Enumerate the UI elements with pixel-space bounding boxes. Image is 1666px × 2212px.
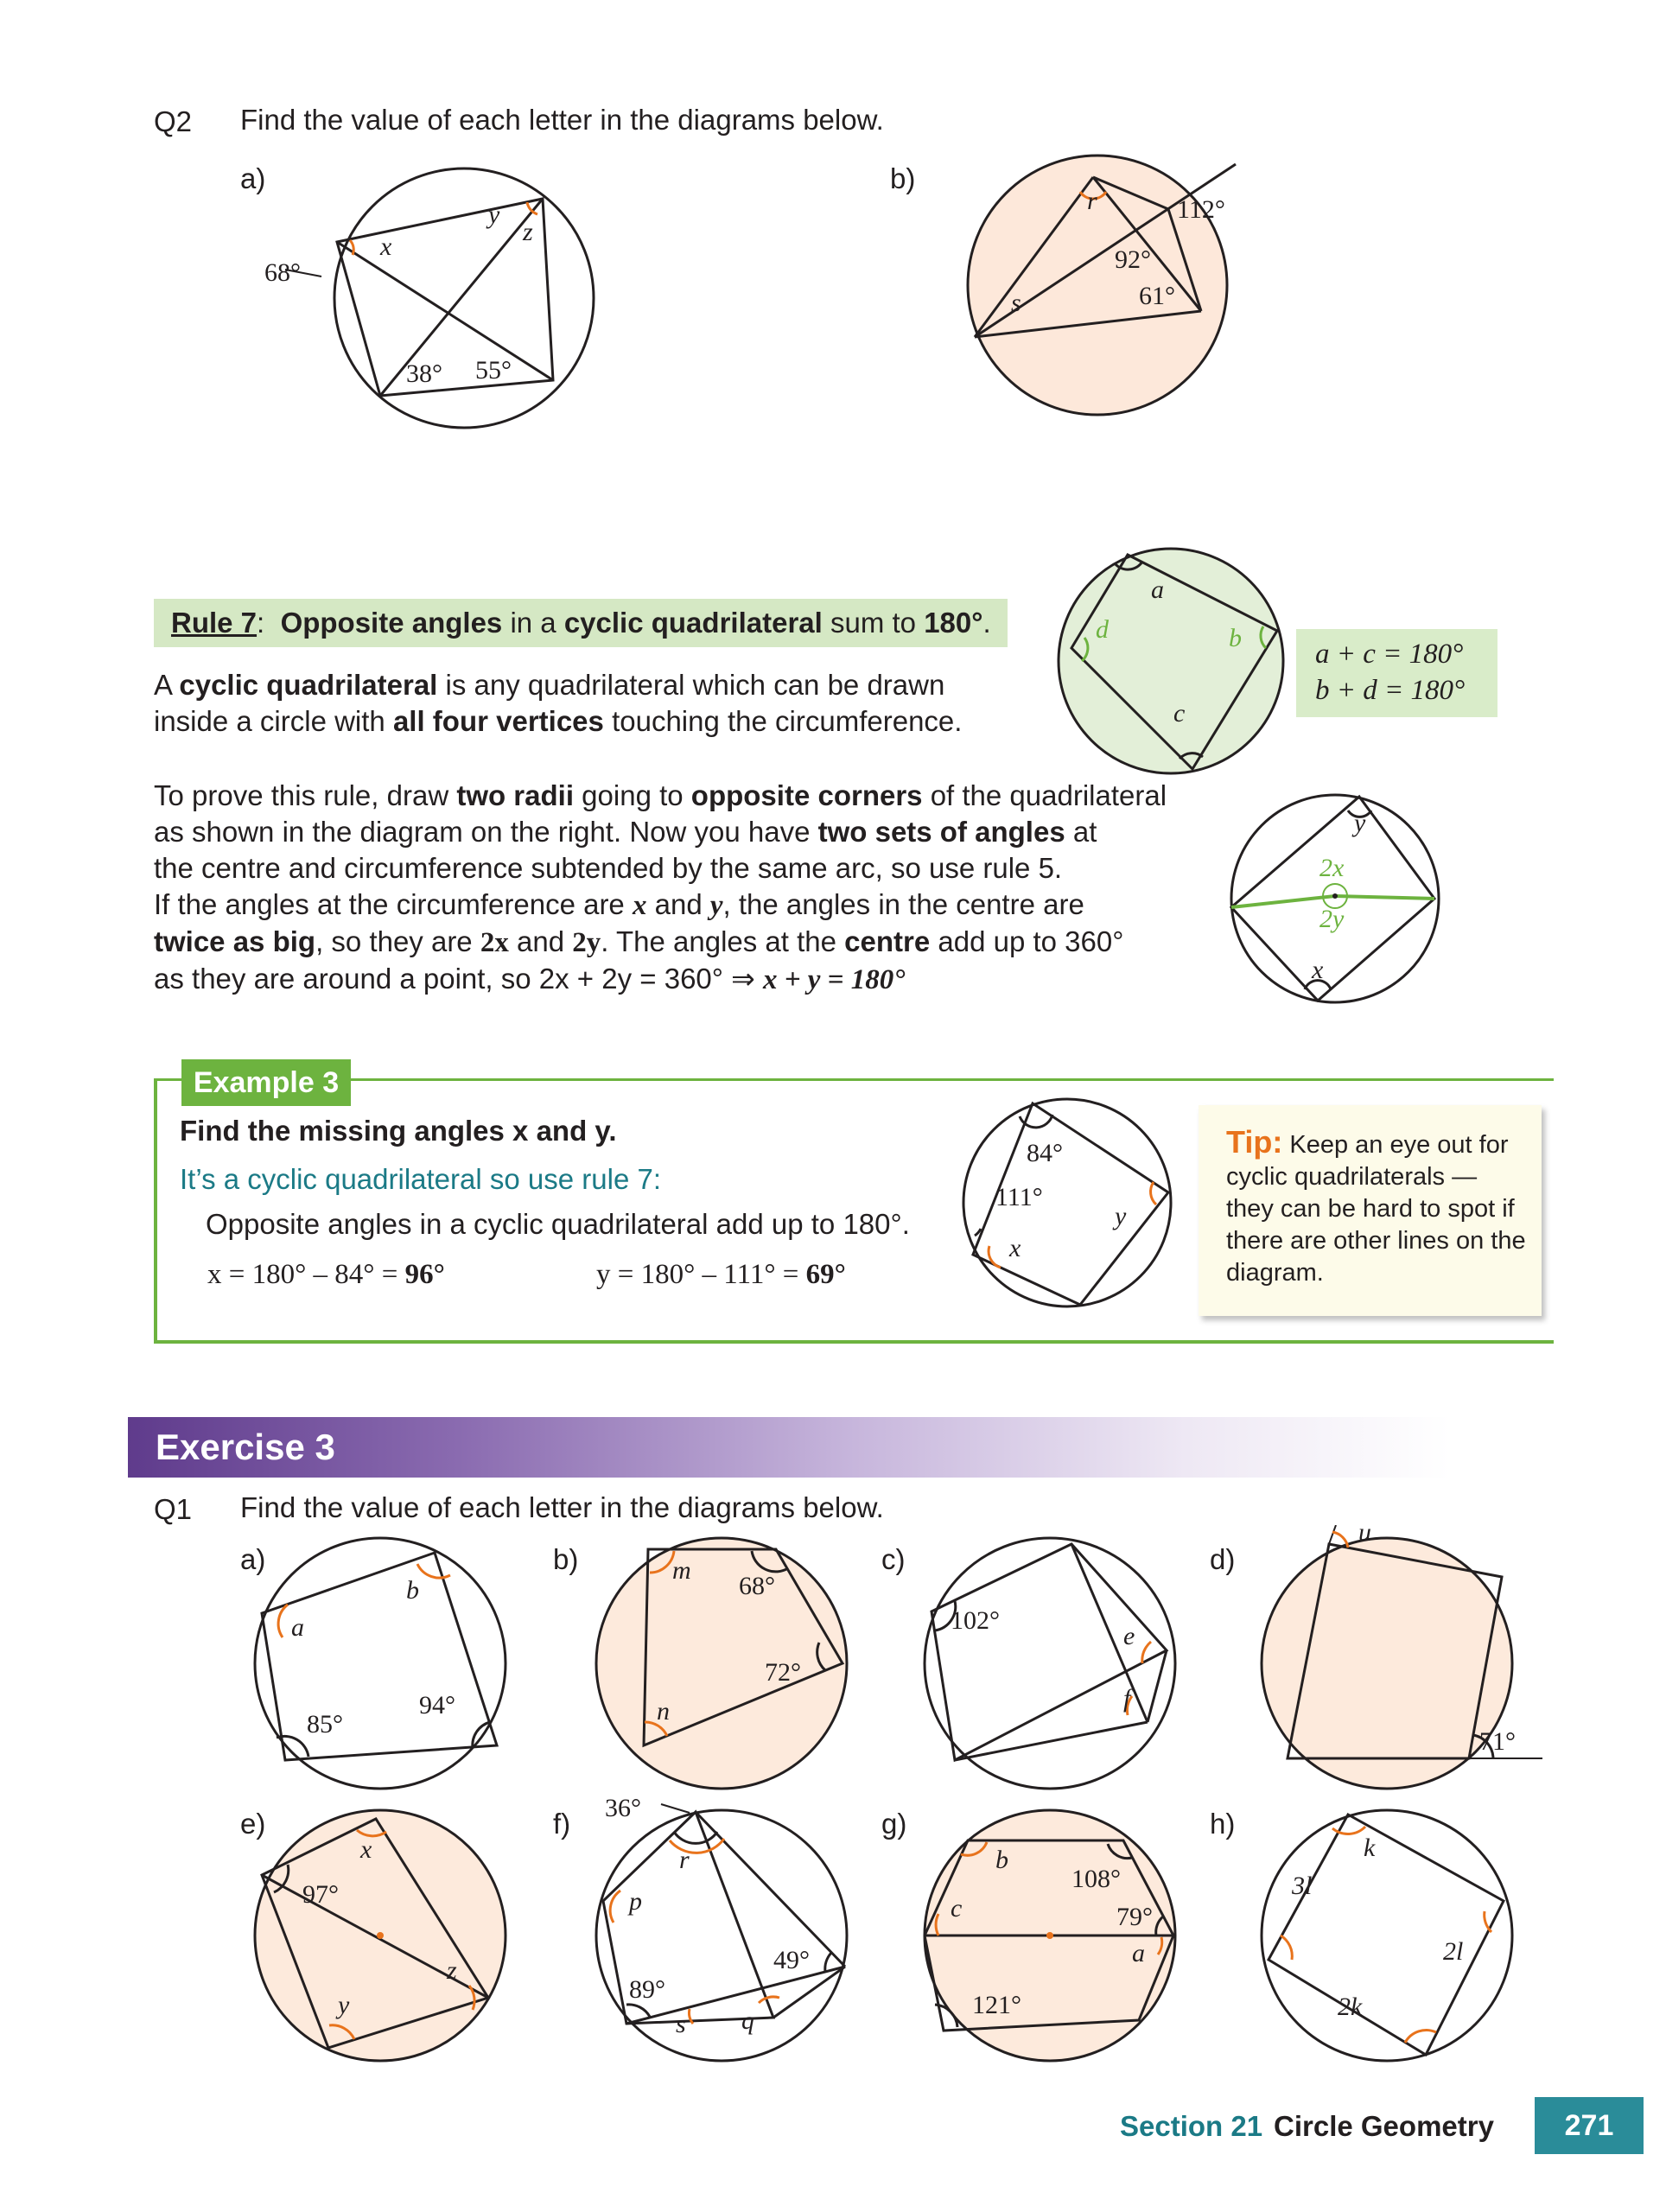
q2a-y: y	[488, 200, 500, 229]
rule7-p1: Opposite angles	[280, 607, 503, 639]
proof-l5a: twice as big	[154, 925, 316, 957]
proof-l5g: centre	[844, 925, 931, 957]
q2-part-b: b)	[890, 162, 916, 194]
q2a-ang38: 38°	[406, 359, 442, 388]
rule7-definition	[154, 667, 1018, 740]
proof-radius2	[1335, 896, 1434, 899]
ex-d-diagram	[1253, 1525, 1547, 1793]
ex-a-diagram	[246, 1534, 514, 1793]
proof-l6a: as they are around a point, so 2x + 2y = 360° ⇒	[154, 963, 763, 995]
exc-line2	[955, 1722, 1148, 1760]
def-2: cyclic quadrilateral	[179, 669, 438, 701]
exf-p: p	[629, 1887, 642, 1916]
ex-e-diagram	[246, 1806, 514, 2065]
exf-arc-r	[670, 1839, 724, 1853]
q1-instruction: Find the value of each letter in the diagrams below.	[240, 1491, 884, 1523]
ex-part-f: f)	[553, 1808, 571, 1840]
proof-l1b: two radii	[456, 779, 575, 811]
ex-part-a: a)	[240, 1543, 266, 1575]
exc-quad	[932, 1544, 1167, 1760]
proof-l5e: 2y	[572, 927, 601, 958]
q2-part-a: a)	[240, 162, 266, 194]
exb-ang72: 72°	[765, 1658, 801, 1687]
exa-b: b	[406, 1576, 419, 1605]
exb-circle	[596, 1538, 847, 1789]
ex-h-diagram	[1253, 1806, 1521, 2065]
def-1: A	[154, 669, 180, 701]
proof-y: y	[1354, 809, 1366, 837]
ex3-arc-x	[989, 1246, 1001, 1268]
proof-l4b: x	[632, 890, 647, 921]
exh-quad	[1269, 1815, 1504, 2055]
exf-arc-q	[759, 1997, 779, 2003]
x-answer: 96°	[404, 1259, 445, 1290]
exa-quad	[262, 1553, 497, 1760]
rule7-label: Rule 7	[171, 607, 258, 639]
def-6: touching the circumference.	[603, 705, 963, 737]
ex-part-c: c)	[881, 1543, 906, 1575]
proof-paragraph	[154, 778, 1217, 998]
exf-arc-p	[610, 1891, 620, 1923]
rule7-p5: 180°	[924, 607, 983, 639]
q2-number: Q2	[154, 105, 193, 137]
ex-part-b: b)	[553, 1543, 579, 1575]
exe-center	[377, 1932, 384, 1939]
q2-instruction: Find the value of each letter in the diagrams below.	[240, 104, 884, 136]
exf-ang89: 89°	[629, 1975, 665, 2004]
exg-ang121: 121°	[972, 1991, 1021, 2019]
exa-ang94: 94°	[419, 1691, 455, 1719]
footer-topic: Circle Geometry	[1274, 2110, 1494, 2142]
proof-x: x	[1312, 956, 1324, 984]
exc-f: f	[1123, 1684, 1131, 1713]
q2a-quad	[337, 199, 553, 396]
exc-circle	[925, 1538, 1175, 1789]
q2-b-diagram	[942, 138, 1270, 432]
rule7-d: d	[1096, 615, 1109, 644]
proof-l4c: and	[646, 888, 710, 920]
example3-x-line	[207, 1256, 445, 1293]
exe-x: x	[360, 1835, 372, 1864]
rule7-colon: :	[257, 607, 265, 639]
exf-arc-36	[674, 1832, 717, 1843]
q2b-s: s	[1011, 289, 1021, 317]
proof-l5h: add up to 360°	[930, 925, 1124, 957]
ex-part-e: e)	[240, 1808, 266, 1840]
proof-l1d: opposite corners	[690, 779, 923, 811]
q1-number: Q1	[154, 1493, 193, 1525]
exa-arc-a	[278, 1605, 288, 1637]
exc-line3	[1148, 1650, 1167, 1722]
rule7-p4: sum to	[822, 607, 925, 639]
proof-l5b: , so they are	[315, 925, 480, 957]
proof-l2a: as shown in the diagram on the right. Now you have	[154, 816, 818, 848]
rule7-p2: in a	[502, 607, 564, 639]
proof-l5d: and	[508, 925, 573, 957]
exg-center	[1046, 1932, 1053, 1939]
q2a-x: x	[380, 232, 392, 261]
footer-section: Section 21	[1120, 2110, 1263, 2142]
proof-l4a: If the angles at the circumference are	[154, 888, 633, 920]
proof-l3: the centre and circumference subtended by the same arc, so use rule 5.	[154, 852, 1063, 884]
ex-part-d: d)	[1210, 1543, 1236, 1575]
q2b-r: r	[1087, 187, 1097, 215]
proof-l4d: y	[709, 890, 723, 921]
exh-3l: 3l	[1292, 1872, 1313, 1900]
rule7-diagram	[1046, 536, 1296, 786]
rule7-p3: cyclic quadrilateral	[563, 607, 823, 639]
example3-statement: Opposite angles in a cyclic quadrilateral add up to 180°.	[206, 1208, 910, 1240]
exg-c: c	[951, 1894, 963, 1923]
rule7-circle	[1059, 549, 1283, 773]
tip-text: Keep an eye out for cyclic quadrilaterals — they can be hard to spot if there are other lines on the diagram.	[1226, 1131, 1526, 1287]
exa-arc-b	[417, 1564, 450, 1578]
q2b-ang92: 92°	[1115, 245, 1151, 274]
q2a-ang55: 55°	[475, 356, 512, 385]
proof-l1a: To prove this rule, draw	[154, 779, 457, 811]
proof-l1c: going to	[574, 779, 691, 811]
exh-arc-3l	[1281, 1936, 1292, 1960]
ex3-y: y	[1115, 1202, 1127, 1230]
example3-question: Find the missing angles x and y.	[180, 1115, 617, 1147]
rule7-p6: .	[982, 607, 991, 639]
example3-diagram	[959, 1090, 1175, 1315]
proof-l1e: of the quadrilateral	[922, 779, 1167, 811]
exf-arc-49	[825, 1953, 831, 1972]
exe-z: z	[447, 1956, 457, 1985]
exd-ext-top	[1329, 1525, 1336, 1544]
exg-ang79: 79°	[1116, 1903, 1153, 1931]
x-calc: x = 180° – 84° =	[207, 1259, 405, 1290]
q2a-ang68: 68°	[264, 258, 301, 287]
exf-arc-89	[626, 2005, 650, 2017]
example3-hint: It’s a cyclic quadrilateral so use rule 7:	[180, 1163, 661, 1195]
exg-b: b	[995, 1846, 1008, 1874]
exh-2l: 2l	[1443, 1937, 1464, 1966]
ex-part-g: g)	[881, 1808, 907, 1840]
exh-2k: 2k	[1338, 1993, 1363, 2021]
exf-pointer	[661, 1804, 690, 1813]
exb-ang68: 68°	[739, 1572, 775, 1600]
exh-circle	[1262, 1810, 1512, 2061]
q2-a-diagram	[259, 164, 622, 432]
proof-l2b: two sets of angles	[817, 816, 1065, 848]
def-4: inside a circle with	[154, 705, 393, 737]
tip-content	[1226, 1126, 1529, 1289]
q2b-ang112: 112°	[1177, 195, 1225, 224]
ex-f-diagram	[588, 1797, 855, 2065]
example3-y-line	[596, 1256, 846, 1293]
exd-circle	[1262, 1538, 1512, 1789]
rule7-a: a	[1151, 575, 1164, 604]
ex3-ang84: 84°	[1027, 1139, 1063, 1167]
ex3-x: x	[1009, 1234, 1021, 1262]
exe-ang97: 97°	[302, 1880, 339, 1909]
proof-l5f: . The angles at the	[601, 925, 845, 957]
proof-l6b: x + y = 180°	[762, 964, 906, 995]
rule7-text	[171, 605, 991, 641]
rule7-b: b	[1229, 624, 1242, 652]
page-number: 271	[1535, 2097, 1644, 2154]
def-3: is any quadrilateral which can be drawn	[437, 669, 945, 701]
exd-u: u	[1358, 1525, 1371, 1547]
exc-ang102: 102°	[951, 1606, 1000, 1635]
ex-g-diagram	[916, 1806, 1184, 2065]
ex-b-diagram	[588, 1534, 855, 1793]
y-answer: 69°	[805, 1259, 846, 1290]
exd-ang71: 71°	[1479, 1727, 1516, 1756]
exf-s: s	[676, 2010, 686, 2038]
exh-k: k	[1364, 1834, 1376, 1862]
exf-line1	[696, 1812, 845, 1967]
ex-c-diagram	[916, 1534, 1184, 1793]
tip-box	[1199, 1105, 1542, 1316]
exa-a: a	[291, 1613, 304, 1642]
ex3-ang111: 111°	[995, 1183, 1043, 1211]
rule7-c: c	[1173, 699, 1186, 728]
exf-ang49: 49°	[773, 1946, 810, 1974]
eq1: a + c = 180°	[1315, 639, 1464, 670]
eq2: b + d = 180°	[1315, 675, 1466, 706]
exh-arc-2l	[1485, 1911, 1491, 1932]
exe-y: y	[338, 1991, 350, 2019]
tip-word: Tip:	[1226, 1124, 1283, 1160]
ex-part-h: h)	[1210, 1808, 1236, 1840]
exb-n: n	[657, 1697, 670, 1726]
exb-m: m	[672, 1556, 691, 1585]
q2b-ang61: 61°	[1139, 282, 1175, 310]
rule7-equations	[1296, 629, 1497, 717]
proof-center-dot	[1332, 893, 1338, 899]
proof-diagram	[1223, 786, 1447, 1011]
exa-circle	[255, 1538, 506, 1789]
proof-l5c: 2x	[480, 927, 509, 958]
exf-ang36: 36°	[605, 1797, 641, 1822]
def-5: all four vertices	[392, 705, 604, 737]
y-calc: y = 180° – 111° =	[596, 1259, 806, 1290]
exg-a: a	[1132, 1939, 1145, 1967]
exercise3-title: Exercise 3	[156, 1427, 335, 1467]
example3-tab: Example 3	[181, 1059, 351, 1106]
exf-q: q	[741, 2006, 754, 2035]
proof-l2c: at	[1065, 816, 1097, 848]
proof-2x: 2x	[1319, 854, 1345, 882]
exa-ang85: 85°	[307, 1710, 343, 1738]
exf-r: r	[679, 1846, 690, 1874]
q2a-z: z	[523, 218, 533, 246]
exc-e: e	[1123, 1622, 1135, 1650]
proof-2y: 2y	[1319, 905, 1345, 933]
proof-l4e: , the angles in the centre are	[722, 888, 1084, 920]
exh-arc-k	[1332, 1827, 1365, 1834]
exg-ang108: 108°	[1071, 1865, 1121, 1893]
